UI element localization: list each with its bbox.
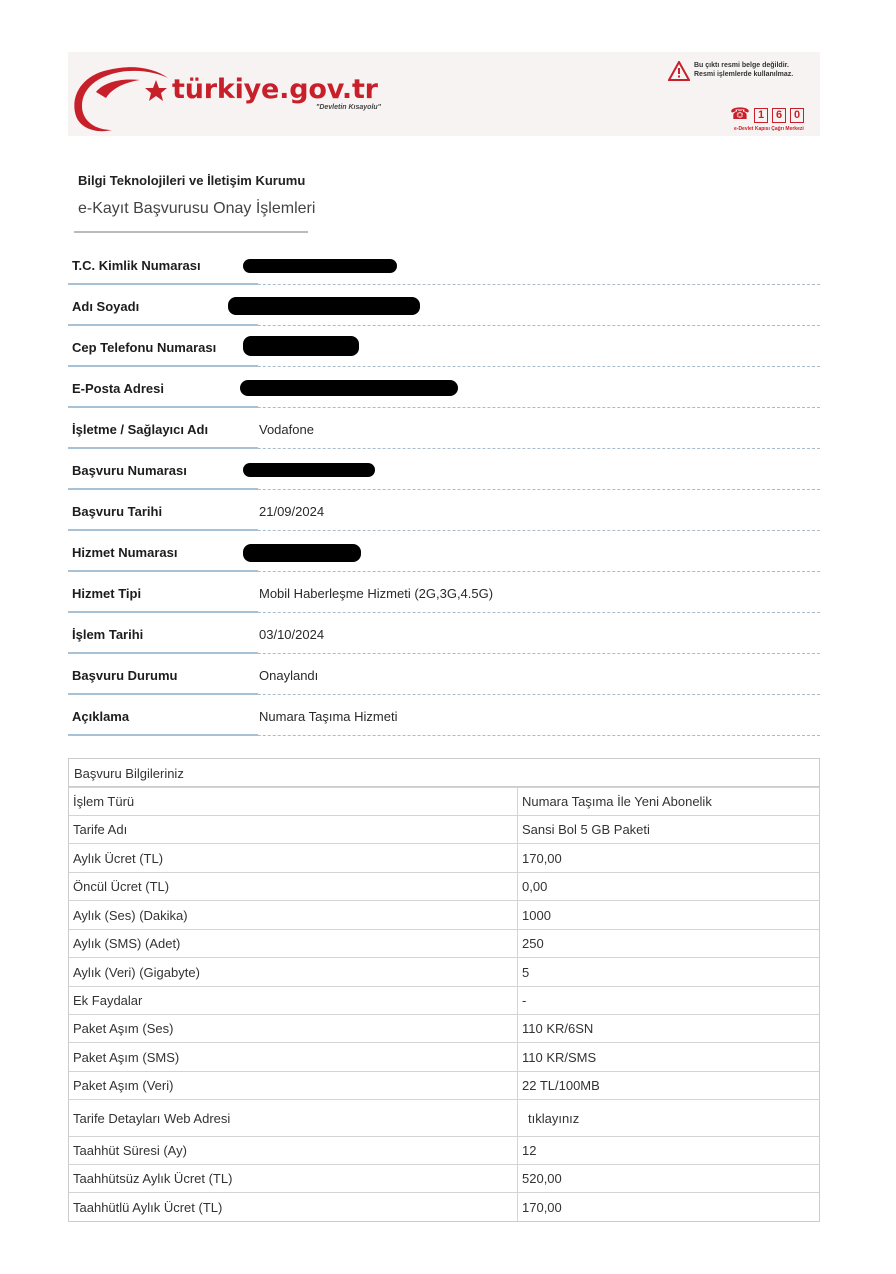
table-cell-label: Tarife Detayları Web Adresi: [69, 1100, 518, 1136]
table-cell-label: Öncül Ücret (TL): [69, 873, 518, 900]
table-cell-label: Taahhütlü Aylık Ücret (TL): [69, 1193, 518, 1221]
warning-line-2: Resmi işlemlerde kullanılmaz.: [694, 71, 794, 78]
table-cell-value: 520,00: [522, 1171, 562, 1186]
table-cell-label: Aylık (Veri) (Gigabyte): [69, 958, 518, 986]
table-row: [69, 900, 819, 929]
info-label: T.C. Kimlik Numarası: [72, 258, 201, 273]
table-cell-value: Numara Taşıma İle Yeni Abonelik: [522, 794, 712, 809]
info-row: [68, 367, 820, 408]
info-row: [68, 285, 820, 326]
info-row: [68, 654, 820, 695]
warning-line-1: Bu çıktı resmi belge değildir.: [694, 62, 789, 69]
info-label: İşletme / Sağlayıcı Adı: [72, 422, 209, 437]
table-cell-value: 1000: [522, 907, 551, 923]
subtitle-divider: [74, 231, 308, 233]
table-cell-value: 110 KR/6SN: [522, 1021, 594, 1036]
call-center-caption: e-Devlet Kapısı Çağrı Merkezi: [734, 126, 804, 132]
info-label: Başvuru Durumu: [72, 668, 178, 683]
table-cell-label: Taahhüt Süresi (Ay): [69, 1137, 518, 1164]
info-label: İşlem Tarihi: [72, 627, 144, 642]
info-row: [68, 244, 820, 285]
table-cell-value: 170,00: [522, 850, 562, 866]
redaction-mark: [243, 259, 397, 273]
table-cell-value: 170,00: [522, 1199, 562, 1215]
table-row: [69, 787, 819, 815]
info-label: Başvuru Numarası: [72, 463, 187, 478]
table-cell-label: Paket Aşım (Ses): [69, 1015, 518, 1042]
table-cell-value: Sansi Bol 5 GB Paketi: [522, 822, 650, 837]
tariff-details-link[interactable]: tıklayınız: [528, 1110, 580, 1126]
turkiye-logo-icon: [68, 52, 178, 136]
phone-icon: ☎: [730, 106, 750, 123]
info-row: [68, 531, 820, 572]
table-cell-label: Paket Aşım (Veri): [69, 1072, 518, 1099]
call-digit: 0: [790, 108, 804, 123]
table-cell-label: Tarife Adı: [69, 816, 518, 843]
info-value: Onaylandı: [259, 668, 319, 683]
table-cell-value: 250: [522, 936, 544, 951]
table-row: [69, 1192, 819, 1221]
info-row: [68, 326, 820, 367]
call-digit: 6: [772, 108, 786, 123]
table-row: [69, 1071, 819, 1099]
table-cell-label: Aylık (SMS) (Adet): [69, 930, 518, 957]
info-label: Adı Soyadı: [72, 299, 140, 314]
info-row: [68, 449, 820, 490]
logo-slogan: "Devletin Kısayolu": [316, 104, 381, 111]
table-cell-value: -: [522, 993, 527, 1008]
table-row: [69, 843, 819, 872]
info-value: 21/09/2024: [259, 504, 325, 519]
table-row: [69, 1164, 819, 1192]
info-label: Açıklama: [72, 709, 130, 724]
info-row: [68, 408, 820, 449]
table-row: [69, 872, 819, 900]
table-row: [69, 1042, 819, 1071]
redaction-mark: [228, 297, 420, 315]
info-label: Başvuru Tarihi: [72, 504, 163, 519]
table-caption: Başvuru Bilgileriniz: [69, 759, 819, 787]
info-value: Mobil Haberleşme Hizmeti (2G,3G,4.5G): [259, 586, 494, 601]
table-cell-value: 22 TL/100MB: [522, 1078, 600, 1093]
info-label: Hizmet Tipi: [72, 586, 142, 601]
table-cell-value: 110 KR/SMS: [522, 1049, 597, 1065]
info-label: Hizmet Numarası: [72, 545, 178, 560]
table-cell-value: 12: [522, 1143, 537, 1158]
info-row: [68, 613, 820, 654]
redaction-mark: [243, 544, 361, 562]
logo-text: türkiye.gov.tr: [172, 74, 378, 105]
institution-name: Bilgi Teknolojileri ve İletişim Kurumu: [78, 173, 306, 188]
application-details-table: [68, 758, 820, 1222]
table-cell-label: İşlem Türü: [69, 788, 518, 815]
table-cell-value: 5: [522, 964, 530, 980]
table-row: [69, 1136, 819, 1164]
table-row: [69, 986, 819, 1014]
table-row: [69, 957, 819, 986]
table-cell-label: Paket Aşım (SMS): [69, 1043, 518, 1071]
redaction-mark: [243, 463, 375, 477]
warning-icon: [668, 61, 690, 81]
info-label: E-Posta Adresi: [72, 381, 164, 396]
redaction-mark: [243, 336, 359, 356]
table-row: [69, 1014, 819, 1042]
info-value: Numara Taşıma Hizmeti: [259, 709, 398, 724]
page-subtitle: e-Kayıt Başvurusu Onay İşlemleri: [78, 200, 316, 217]
redaction-mark: [240, 380, 458, 396]
info-label: Cep Telefonu Numarası: [72, 340, 217, 355]
info-value: Vodafone: [259, 422, 314, 437]
table-cell-value: 0,00: [522, 879, 548, 894]
official-warning: [668, 60, 816, 84]
table-cell-label: Aylık Ücret (TL): [69, 844, 518, 872]
header-banner: [68, 52, 820, 136]
info-row: [68, 695, 820, 736]
table-row: [69, 815, 819, 843]
call-digit: 1: [754, 108, 768, 123]
table-row: [69, 929, 819, 957]
table-cell-label: Taahhütsüz Aylık Ücret (TL): [69, 1165, 518, 1192]
table-cell-label: Ek Faydalar: [69, 987, 518, 1014]
info-row: [68, 490, 820, 531]
info-row: [68, 572, 820, 613]
call-center: [728, 106, 818, 132]
table-cell-label: Aylık (Ses) (Dakika): [69, 901, 518, 929]
info-value: 03/10/2024: [259, 627, 325, 642]
application-info: [68, 244, 820, 736]
table-row: [69, 1099, 819, 1136]
